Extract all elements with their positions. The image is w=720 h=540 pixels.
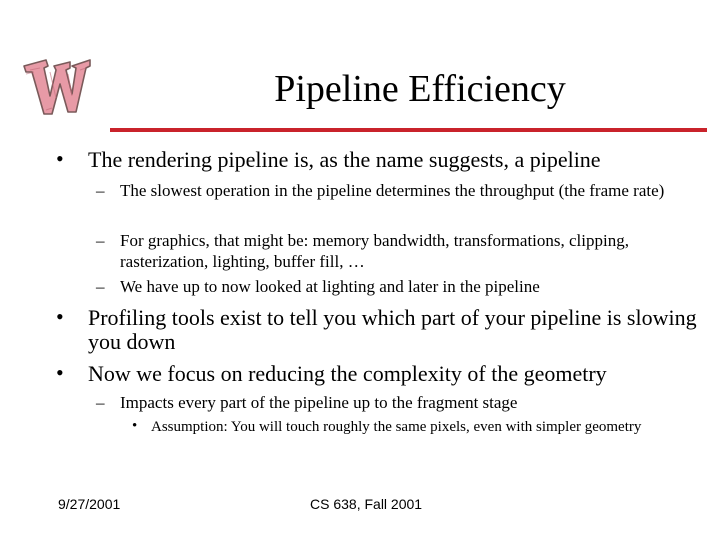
- bullet-item: [56, 306, 711, 354]
- footer-date: 9/27/2001: [58, 496, 121, 512]
- bullet-text: Assumption: You will touch roughly the same pixels, even with simpler geometry: [151, 419, 642, 435]
- sub-bullet-item: [96, 276, 696, 297]
- bullet-marker: •: [56, 360, 64, 385]
- bullet-marker: •: [56, 146, 64, 171]
- sub-bullet-item: [96, 392, 696, 413]
- bullet-text: The slowest operation in the pipeline determines the throughput (the frame rate): [120, 181, 665, 200]
- bullet-text: For graphics, that might be: memory bandwidth, transformations, clipping, rasterization, lighting, buffer fill, …: [120, 231, 629, 271]
- sub-bullet-item: [96, 180, 696, 201]
- bullet-marker: –: [96, 181, 105, 200]
- bullet-text: We have up to now looked at lighting and later in the pipeline: [120, 277, 540, 296]
- bullet-marker: –: [96, 231, 105, 250]
- bullet-text: Profiling tools exist to tell you which part of your pipeline is slowing you down: [88, 305, 697, 354]
- slide-title: Pipeline Efficiency: [274, 68, 566, 110]
- wisconsin-w-logo-icon: [20, 52, 92, 122]
- bullet-marker: –: [96, 393, 105, 412]
- bullet-text: Impacts every part of the pipeline up to the fragment stage: [120, 393, 518, 412]
- bullet-text: Now we focus on reducing the complexity of the geometry: [88, 361, 607, 386]
- sub-bullet-item: [96, 230, 696, 272]
- footer-course: CS 638, Fall 2001: [310, 496, 423, 512]
- title-divider: [110, 128, 707, 132]
- sub-sub-bullet-item: [132, 418, 682, 437]
- bullet-item: [56, 148, 711, 172]
- bullet-item: [56, 362, 711, 386]
- bullet-marker: •: [132, 418, 138, 434]
- bullet-text: The rendering pipeline is, as the name suggests, a pipeline: [88, 147, 601, 172]
- bullet-marker: –: [96, 277, 105, 296]
- bullet-marker: •: [56, 304, 64, 329]
